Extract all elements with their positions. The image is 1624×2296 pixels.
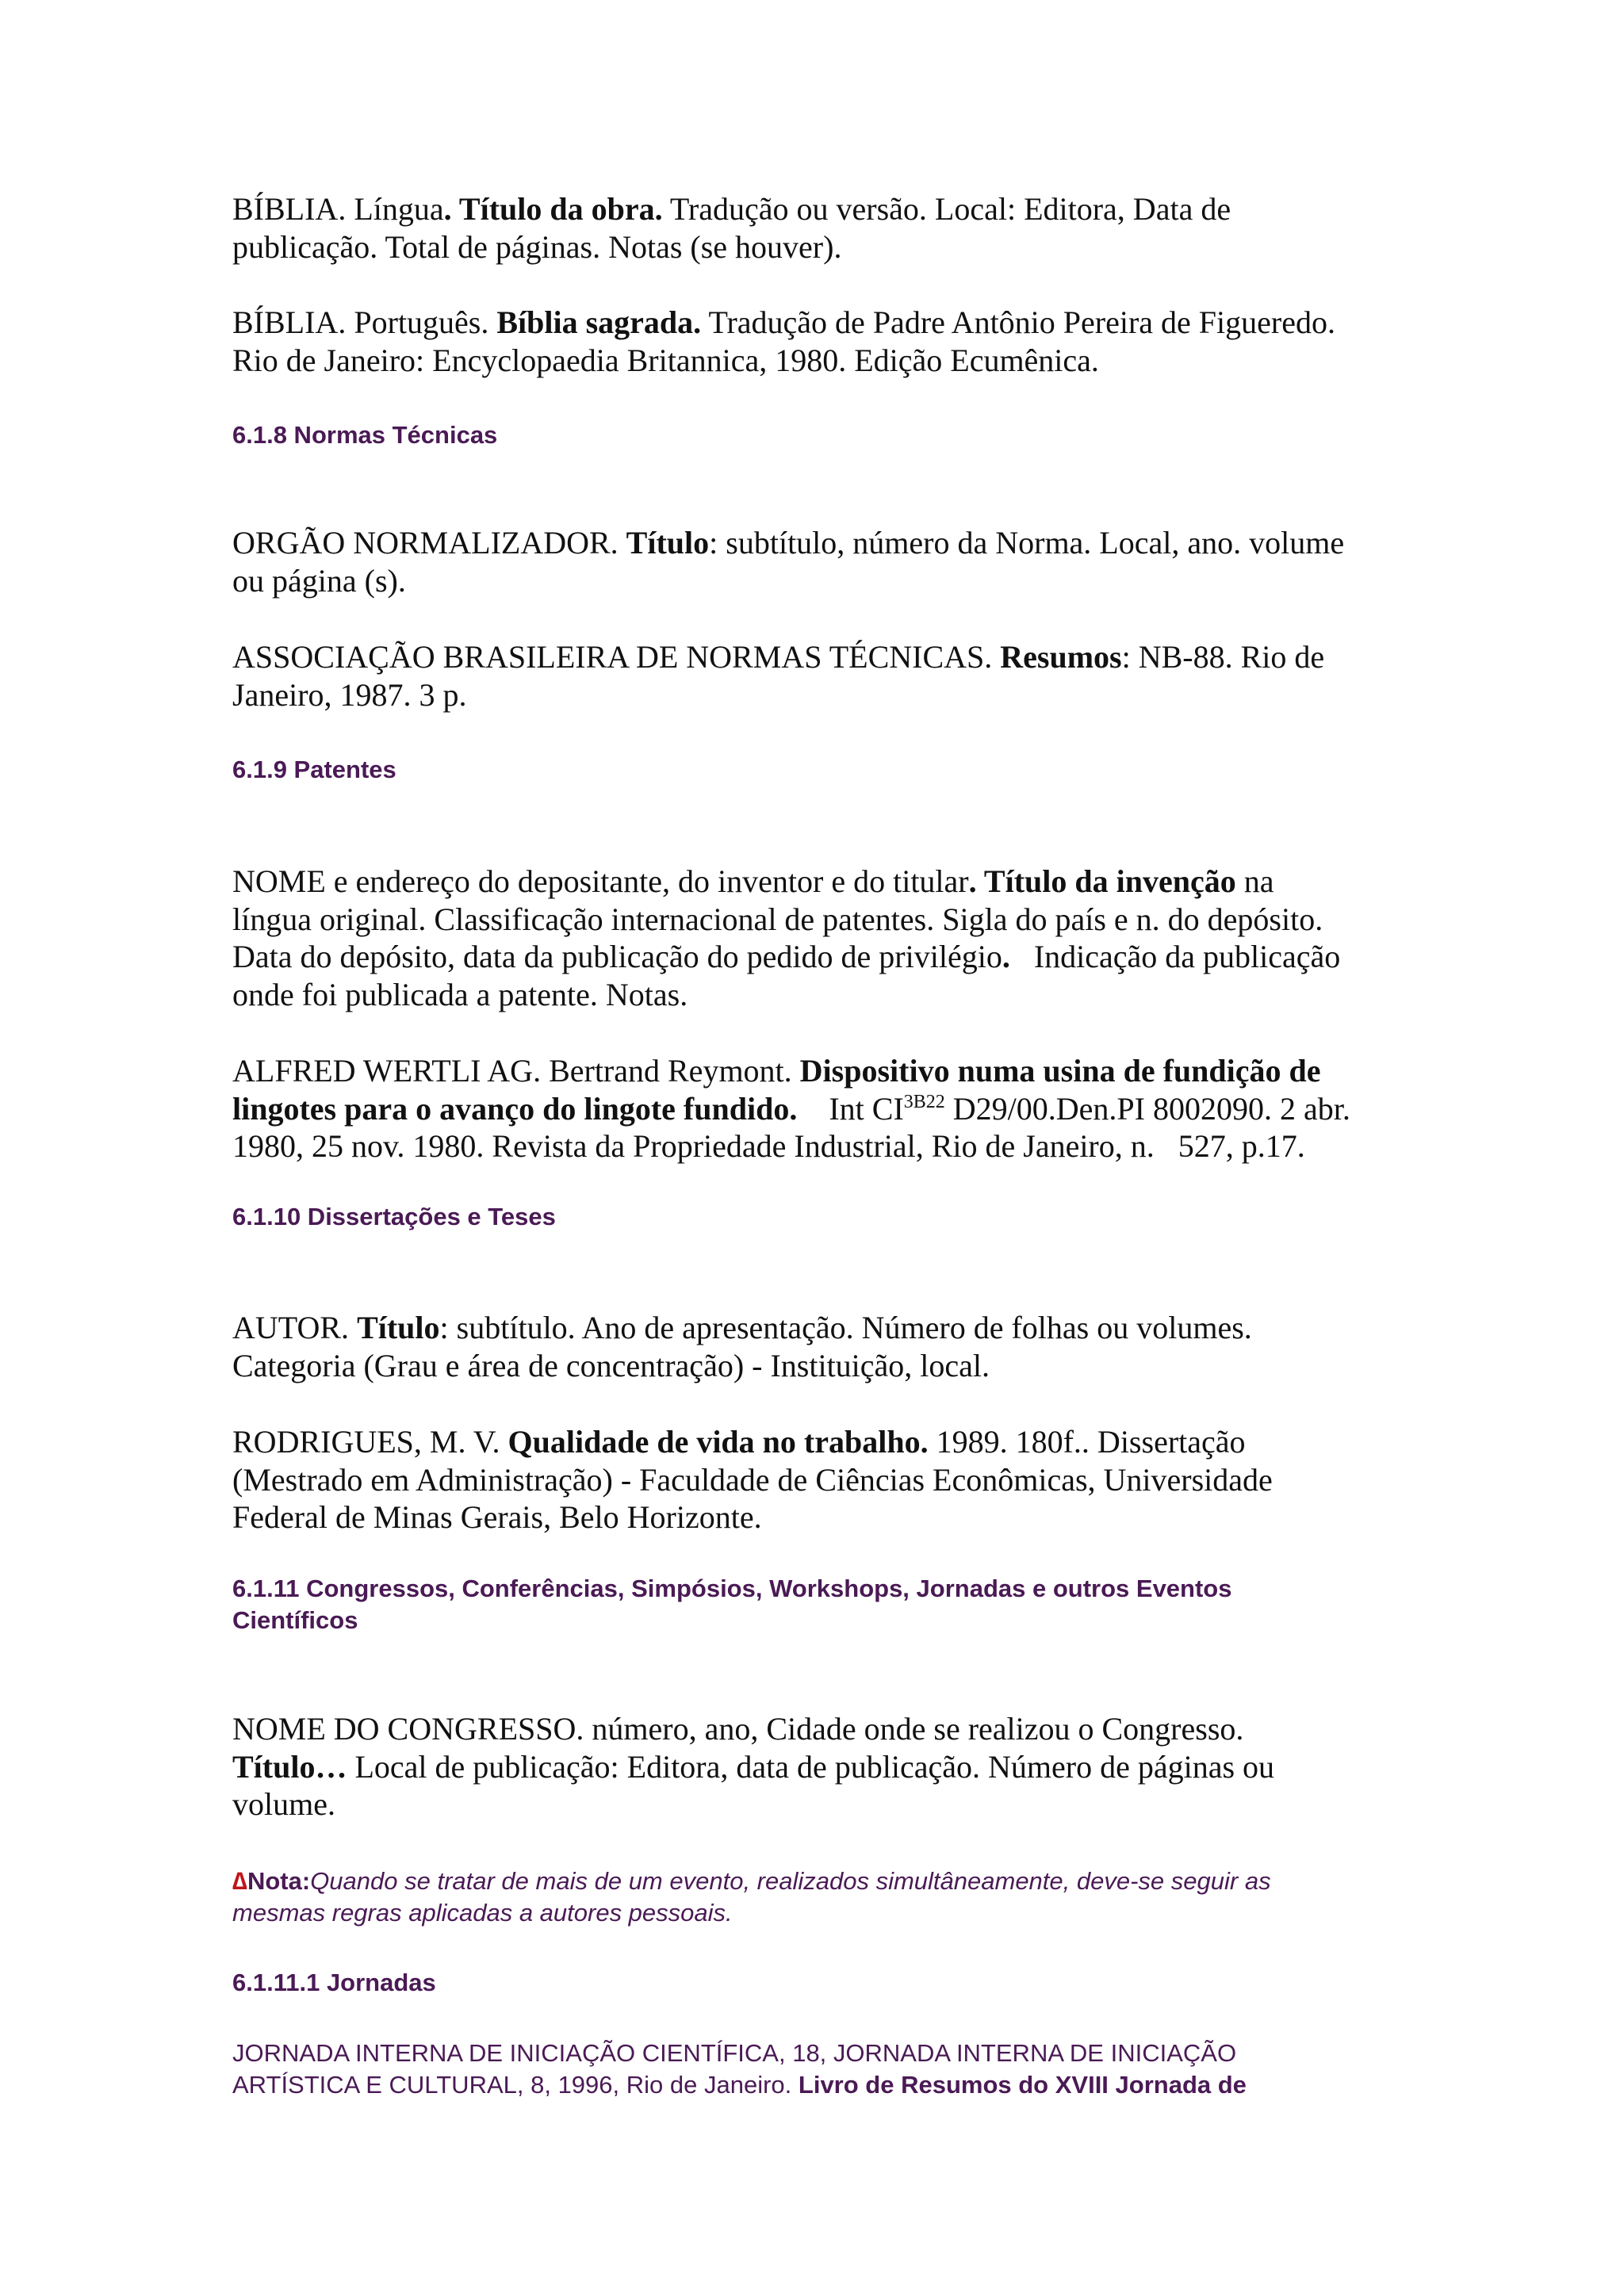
italic-text: mesmas regras aplicadas a autores pessoais. bbox=[232, 1899, 733, 1927]
text-line: volume. bbox=[232, 1786, 335, 1822]
congressos-format-paragraph bbox=[232, 1710, 1406, 1823]
delta-icon: ∆ bbox=[232, 1867, 247, 1895]
text-span: ORGÃO NORMALIZADOR. bbox=[232, 525, 626, 561]
dissertacoes-format-paragraph bbox=[232, 1309, 1406, 1384]
text-line: ou página (s). bbox=[232, 562, 406, 599]
text-span: Int CI bbox=[797, 1090, 904, 1127]
bold-text: Livro de Resumos do XVIII Jornada de bbox=[798, 2071, 1247, 2099]
text-span: Local de publicação: Editora, data de publicação. Número de páginas ou bbox=[347, 1748, 1275, 1785]
text-span: : NB-88. Rio de bbox=[1121, 639, 1325, 675]
text-span: AUTOR. bbox=[232, 1310, 358, 1345]
text-line: JORNADA INTERNA DE INICIAÇÃO CIENTÍFICA, 18, JORNADA INTERNA DE INICIAÇÃO bbox=[232, 2039, 1237, 2067]
text-span: BÍBLIA. Português. bbox=[232, 304, 497, 340]
normas-format-paragraph bbox=[232, 524, 1406, 599]
jornadas-example-paragraph bbox=[232, 2038, 1406, 2101]
patentes-example-paragraph bbox=[232, 1052, 1406, 1165]
bold-text: Título… bbox=[232, 1748, 347, 1785]
heading-line: 6.1.11 Congressos, Conferências, Simpósios, Workshops, Jornadas e outros Eventos bbox=[232, 1575, 1232, 1602]
nota-paragraph bbox=[232, 1866, 1406, 1929]
bold-text: Resumos bbox=[1000, 639, 1122, 675]
bold-text: Qualidade de vida no trabalho. bbox=[508, 1424, 929, 1460]
text-line: NOME DO CONGRESSO. número, ano, Cidade onde se realizou o Congresso. bbox=[232, 1711, 1244, 1747]
text-line: Federal de Minas Gerais, Belo Horizonte. bbox=[232, 1499, 762, 1535]
text-span: Indicação da publicação bbox=[1009, 939, 1341, 974]
nota-label: Nota: bbox=[247, 1867, 311, 1895]
text-span: : subtítulo, número da Norma. Local, ano. volume bbox=[709, 525, 1345, 561]
bold-text: . bbox=[1002, 939, 1010, 974]
bold-text: . Título da invenção bbox=[968, 863, 1236, 899]
text-line: Categoria (Grau e área de concentração) - Instituição, local. bbox=[232, 1347, 990, 1383]
bold-text: Dispositivo numa usina de fundição de bbox=[799, 1053, 1321, 1089]
text-line: 1980, 25 nov. 1980. Revista da Propriedade Industrial, Rio de Janeiro, n. 527, p.17. bbox=[232, 1128, 1305, 1164]
section-heading-jornadas: 6.1.11.1 Jornadas bbox=[232, 1969, 436, 1996]
text-span: D29/00.Den.PI 8002090. 2 abr. bbox=[944, 1090, 1350, 1127]
text-line: língua original. Classificação internacional de patentes. Sigla do país e n. do depósito. bbox=[232, 901, 1323, 937]
bold-text: . Título da obra. bbox=[443, 191, 663, 227]
text-line: Janeiro, 1987. 3 p. bbox=[232, 676, 467, 713]
text-span: 1989. 180f.. Dissertação bbox=[928, 1424, 1246, 1460]
text-line: onde foi publicada a patente. Notas. bbox=[232, 976, 688, 1012]
text-span: Data do depósito, data da publicação do pedido de privilégio bbox=[232, 939, 1002, 974]
text-span: ALFRED WERTLI AG. Bertrand Reymont. bbox=[232, 1053, 800, 1089]
text-span: ASSOCIAÇÃO BRASILEIRA DE NORMAS TÉCNICAS. bbox=[232, 639, 1001, 675]
text-line: (Mestrado em Administração) - Faculdade de Ciências Econômicas, Universidade bbox=[232, 1461, 1273, 1498]
bold-text: lingotes para o avanço do lingote fundido. bbox=[232, 1090, 798, 1127]
bold-text: Título bbox=[357, 1310, 440, 1345]
text-span: na bbox=[1235, 863, 1274, 899]
section-heading-dissertacoes: 6.1.10 Dissertações e Teses bbox=[232, 1203, 556, 1230]
text-line: Rio de Janeiro: Encyclopaedia Britannica, 1980. Edição Ecumênica. bbox=[232, 342, 1099, 378]
normas-example-paragraph bbox=[232, 638, 1406, 714]
section-heading-normas-tecnicas: 6.1.8 Normas Técnicas bbox=[232, 421, 498, 449]
section-heading-congressos bbox=[232, 1573, 1406, 1636]
heading-line: Científicos bbox=[232, 1606, 358, 1634]
bold-text: Bíblia sagrada. bbox=[496, 304, 702, 340]
biblia-example-paragraph bbox=[232, 304, 1406, 379]
dissertacoes-example-paragraph bbox=[232, 1423, 1406, 1536]
text-span: Tradução ou versão. Local: Editora, Data de bbox=[662, 191, 1231, 227]
italic-text: Quando se tratar de mais de um evento, realizados simultâneamente, deve-se seguir as bbox=[310, 1867, 1271, 1895]
text-span: NOME e endereço do depositante, do inventor e do titular bbox=[232, 863, 969, 899]
biblia-format-paragraph bbox=[232, 190, 1406, 266]
text-span: ARTÍSTICA E CULTURAL, 8, 1996, Rio de Janeiro. bbox=[232, 2071, 799, 2099]
section-heading-patentes: 6.1.9 Patentes bbox=[232, 756, 396, 783]
patentes-format-paragraph bbox=[232, 863, 1406, 1013]
text-span: RODRIGUES, M. V. bbox=[232, 1424, 508, 1460]
text-span: : subtítulo. Ano de apresentação. Número de folhas ou volumes. bbox=[439, 1310, 1252, 1345]
superscript-text: 3B22 bbox=[903, 1091, 945, 1112]
bold-text: Título bbox=[626, 525, 710, 561]
text-span: BÍBLIA. Língua bbox=[232, 191, 444, 227]
text-line: publicação. Total de páginas. Notas (se houver). bbox=[232, 228, 842, 265]
text-span: Tradução de Padre Antônio Pereira de Figueredo. bbox=[701, 304, 1335, 340]
